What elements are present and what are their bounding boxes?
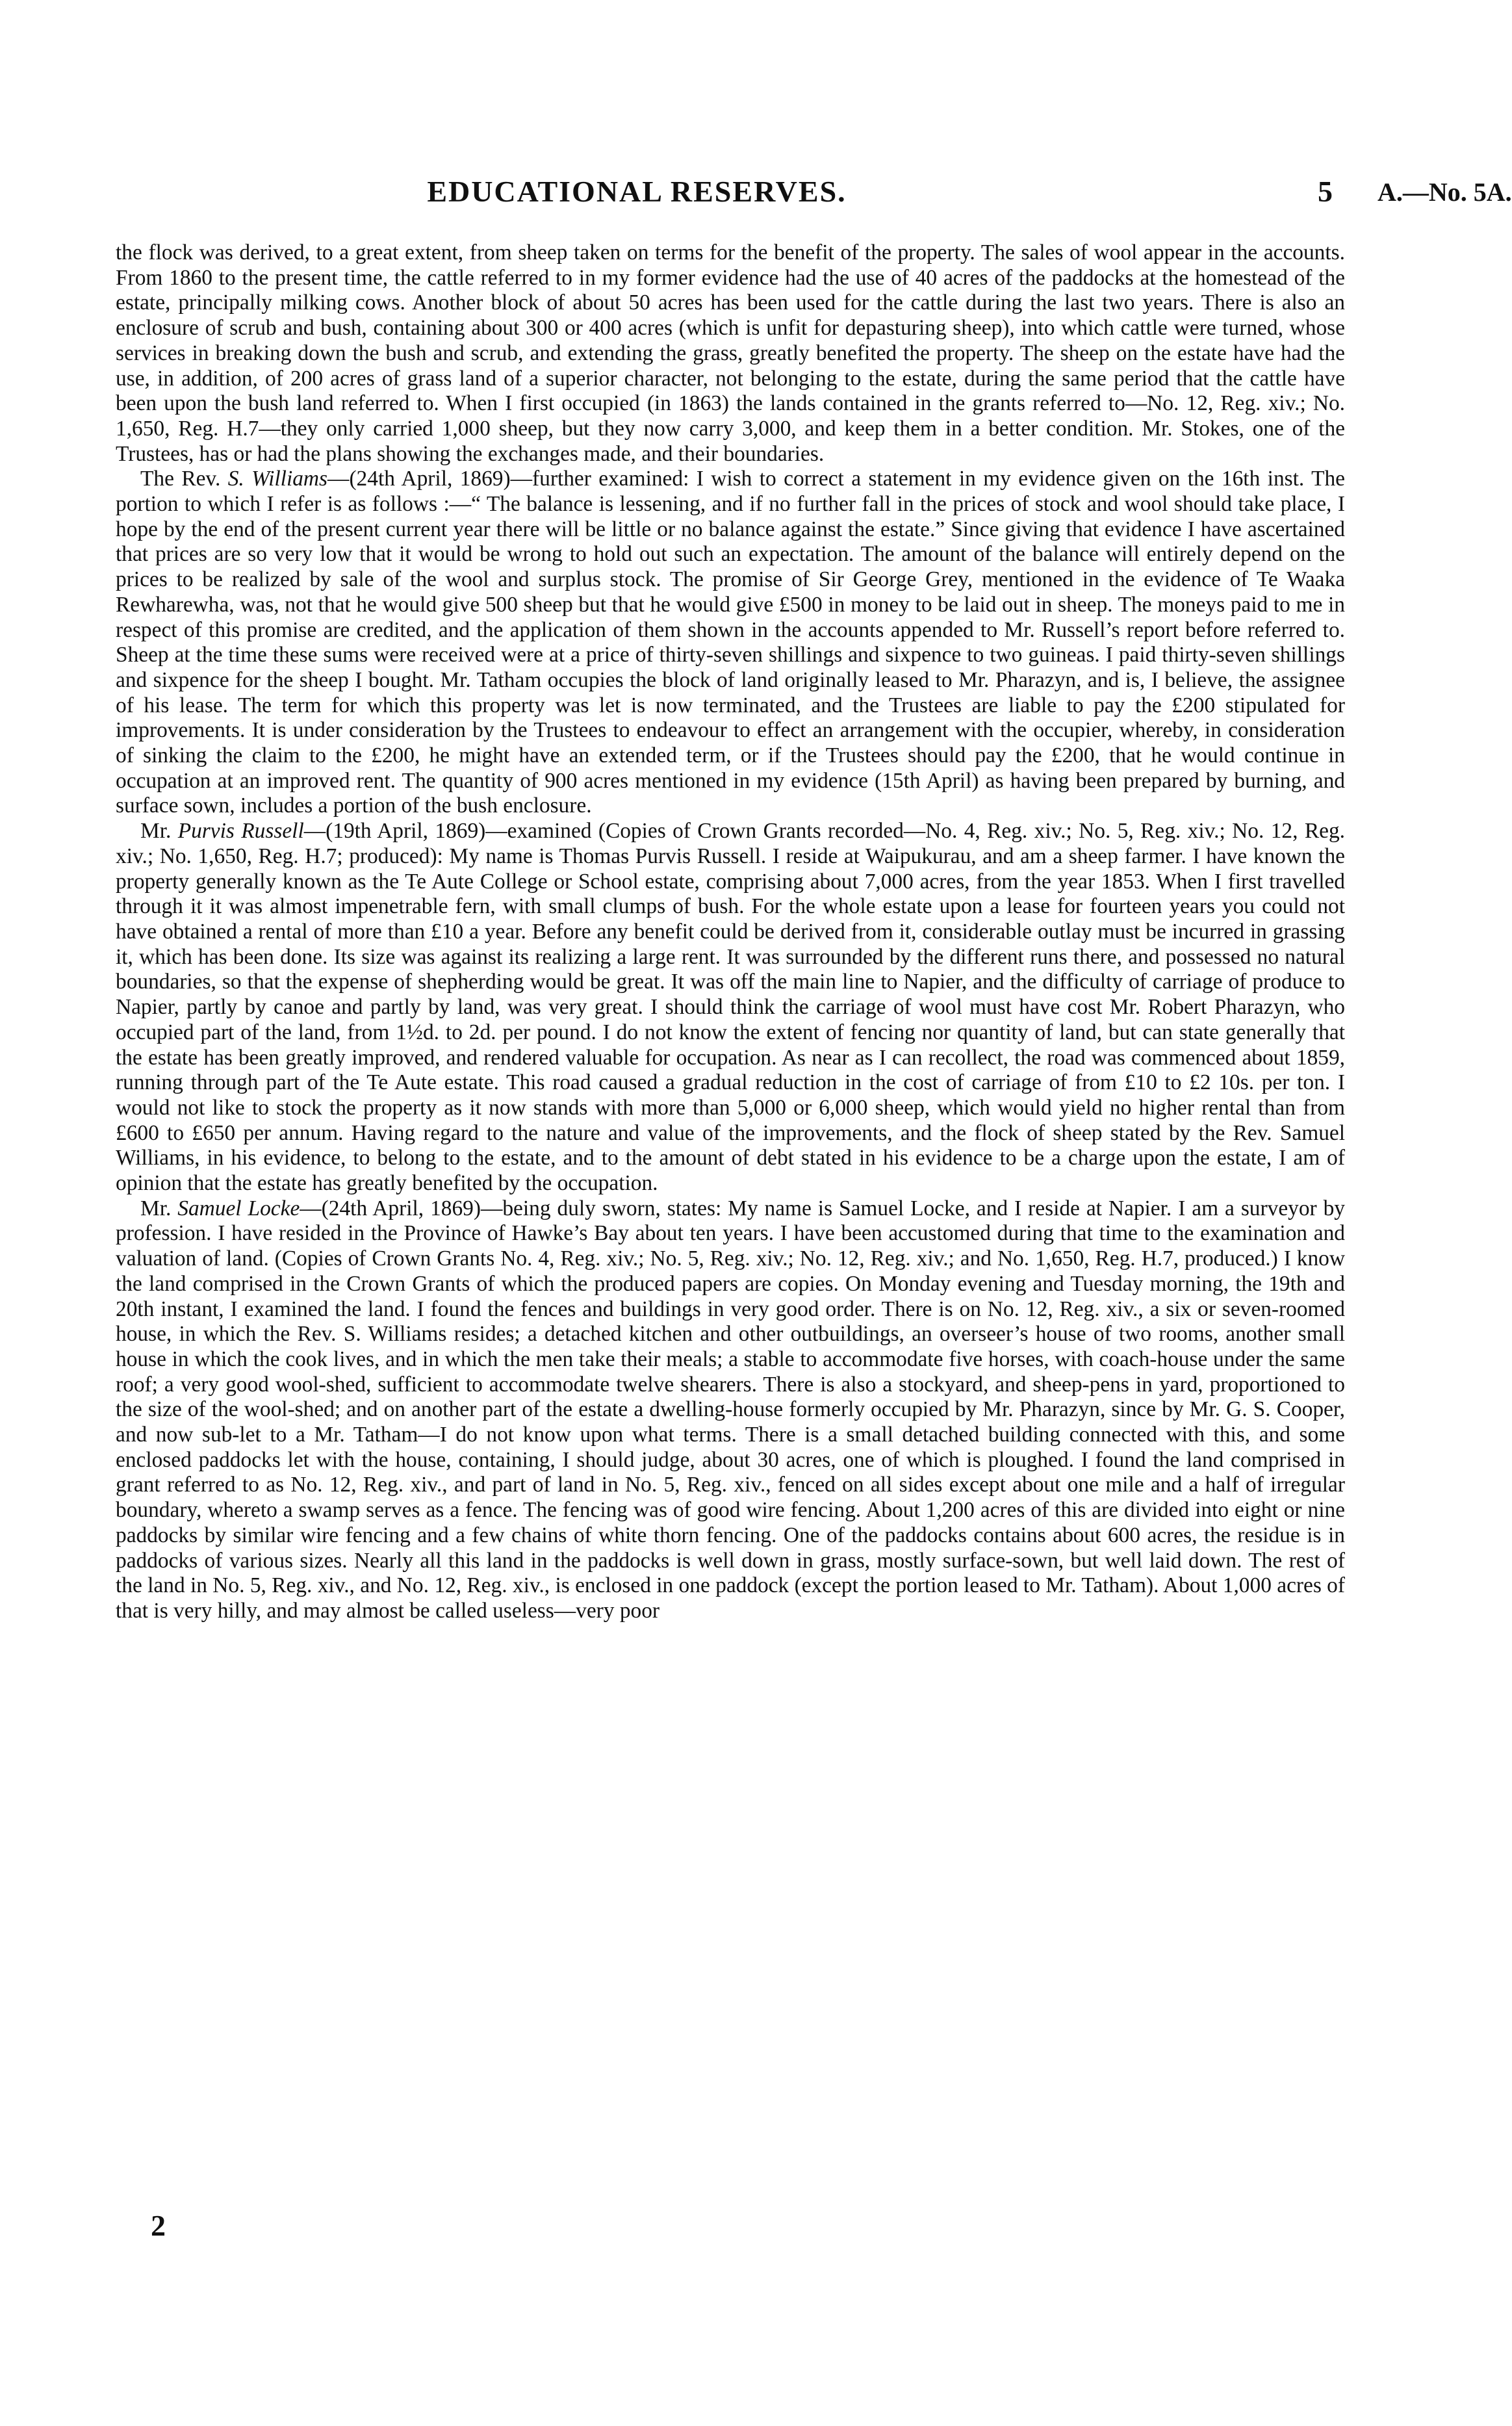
paragraph-prefix: Mr. [140, 819, 178, 844]
paragraph-text: —(19th April, 1869)—examined (Copies of Crown Grants recorded—No. 4, Reg. xiv.; No. 5, Reg. xiv.; No. 12, Reg. xiv.; No. 1,650, Reg. H.7; produced): My name is Thomas Purvis Russell. I reside at Waipukurau, and am a sheep farmer. I have known the property generally known as the Te Aute College or School estate, comprising about 7,000 acres, from the year 1853. When I first travelled through it it was almost impenetrable fern, with small clumps of bush. For the whole estate upon a lease for fourteen years you could not have obtained a rental of more than £10 a year. Before any benefit could be derived from it, considerable outlay must be incurred in grassing it, which has been done. Its size was against its realizing a large rent. It was surrounded by the different runs there, and possessed no natural boundaries, so that the expense of shepherding would be great. It was off the main line to Napier, and the difficulty of carriage of produce to Napier, partly by canoe and partly by land, was very great. I should think the carriage of wool must have cost Mr. Robert Pharazyn, who occupied part of the land, from 1½d. to 2d. per pound. I do not know the extent of fencing nor quantity of land, but can state generally that the estate has been greatly improved, and rendered valuable for occupation. As near as I can recollect, the road was commenced about 1859, running through part of the Te Aute estate. This road caused a gradual reduction in the cost of carriage of from £10 to £2 10s. per ton. I would not like to stock the property as it now stands with more than 5,000 or 6,000 sheep, which would yield no higher rental than from £600 to £650 per annum. Having regard to the nature and value of the improvements, and the flock of sheep stated by the Rev. Samuel Williams, in his evidence, to belong to the estate, and to the amount of debt stated in his evidence to be a charge upon the estate, I am of opinion that the estate has greatly benefited by the occupation. [116, 819, 1345, 1196]
paragraph-text: —(24th April, 1869)—further examined: I wish to correct a statement in my evidence given on the 16th inst. The portion to which I refer is as follows :—“ The balance is lessening, and if no further fall in the prices of stock and wool should take place, I hope by the end of the present current year there will be little or no balance against the estate.” Since giving that evidence I have ascertained that prices are so very low that it would be wrong to hold out such an expectation. The amount of the balance will entirely depend on the prices to be realized by sale of the wool and surplus stock. The promise of Sir George Grey, mentioned in the evidence of Te Waaka Rewharewha, was, not that he would give 500 sheep but that he would give £500 in money to be laid out in sheep. The moneys paid to me in respect of this promise are credited, and the application of them shown in the accounts appended to Mr. Russell’s report before referred to. Sheep at the time these sums were received were at a price of thirty-seven shillings and sixpence to two guineas. I paid thirty-seven shillings and sixpence for the sheep I bought. Mr. Tatham occupies the block of land originally leased to Mr. Pharazyn, and is, I believe, the assignee of his lease. The term for which this property was let is now terminated, and the Trustees are liable to pay the £200 stipulated for improvements. It is under consideration by the Trustees to endeavour to effect an arrangement with the occupier, whereby, in consideration of sinking the claim to the £200, he might have an extended term, or if the Trustees should pay the £200, that he would continue in occupation at an improved rent. The quantity of 900 acres mentioned in my evidence (15th April) as having been prepared by burning, and surface sown, includes a portion of the bush enclosure. [116, 467, 1345, 818]
paragraph-text: —(24th April, 1869)—being duly sworn, states: My name is Samuel Locke, and I reside at Napier. I am a surveyor by profession. I have resided in the Province of Hawke’s Bay about ten years. I have been accustomed during that time to the examination and valuation of land. (Copies of Crown Grants No. 4, Reg. xiv.; No. 5, Reg. xiv.; No. 12, Reg. xiv.; and No. 1,650, Reg. H.7, produced.) I know the land comprised in the Crown Grants of which the produced papers are copies. On Monday evening and Tuesday morning, the 19th and 20th instant, I examined the land. I found the fences and buildings in very good order. There is on No. 12, Reg. xiv., a six or seven-roomed house, in which the Rev. S. Williams resides; a detached kitchen and other outbuildings, an overseer’s house of two rooms, another small house in which the cook lives, and in which the men take their meals; a stable to accommodate five horses, with coach-house under the same roof; a very good wool-shed, sufficient to accommodate twelve shearers. There is also a stockyard, and sheep-pens in yard, proportioned to the size of the wool-shed; and on another part of the estate a dwelling-house formerly occupied by Mr. Pharazyn, since by Mr. G. S. Cooper, and now sub-let to a Mr. Tatham—I do not know upon what terms. There is a small detached building connected with this, and some enclosed paddocks let with the house, containing, I should judge, about 30 acres, one of which is ploughed. I found the land comprised in grant referred to as No. 12, Reg. xiv., and part of land in No. 5, Reg. xiv., fenced on all sides except about one mile and a half of irregular boundary, whereto a swamp serves as a fence. The fencing was of good wire fencing. About 1,200 acres of this are divided into eight or nine paddocks by similar wire fencing and a few chains of white thorn fencing. One of the paddocks contains about 600 acres, the residue is in paddocks of various sizes. Nearly all this land in the paddocks is well down in grass, mostly surface-sown, but well laid down. The rest of the land in No. 5, Reg. xiv., and No. 12, Reg. xiv., is enclosed in one paddock (except the portion leased to Mr. Tatham). About 1,000 acres of that is very hilly, and may almost be called useless—very poor [116, 1196, 1346, 1623]
document-reference: A.—No. 5A. [1377, 177, 1512, 207]
paragraph-text: the flock was derived, to a great extent, from sheep taken on terms for the benefit of the property. The sales of wool appear in the accounts. From 1860 to the present time, the cattle referred to in my former evidence had the use of 40 acres of the paddocks at the homestead of the estate, principally milking cows. Another block of about 50 acres has been used for the cattle during the last two years. There is also an enclosure of scrub and bush, containing about 300 or 400 acres (which is unfit for depasturing sheep), into which cattle were turned, whose services in breaking down the bush and scrub, and extending the grass, greatly benefited the property. The sheep on the estate have had the use, in addition, of 200 acres of grass land of a superior character, not belonging to the estate, during the same period that the cattle have been upon the bush land referred to. When I first occupied (in 1863) the lands contained in the grants referred to—No. 12, Reg. xiv.; No. 1,650, Reg. H.7—they only carried 1,000 sheep, but they now carry 3,000, and keep them in a better condition. Mr. Stokes, one of the Trustees, has or had the plans showing the exchanges made, and their boundaries. [116, 240, 1345, 466]
witness-name: S. Williams [227, 467, 328, 491]
page-number: 5 [1318, 175, 1333, 208]
paragraph-russell-evidence [116, 819, 1345, 1196]
witness-name: Samuel Locke [177, 1196, 300, 1220]
paragraph-prefix: Mr. [140, 1196, 178, 1220]
paragraph-locke-evidence [116, 1196, 1345, 1624]
running-title: EDUCATIONAL RESERVES. [427, 175, 847, 208]
paragraph-williams-evidence [116, 467, 1345, 819]
page-header [104, 174, 1512, 213]
signature-mark: 2 [151, 2209, 166, 2242]
paragraph-prefix: The Rev. [140, 467, 228, 491]
paragraph-continuation [116, 240, 1345, 467]
witness-name: Purvis Russell [177, 819, 304, 844]
body-text [116, 240, 1345, 1624]
